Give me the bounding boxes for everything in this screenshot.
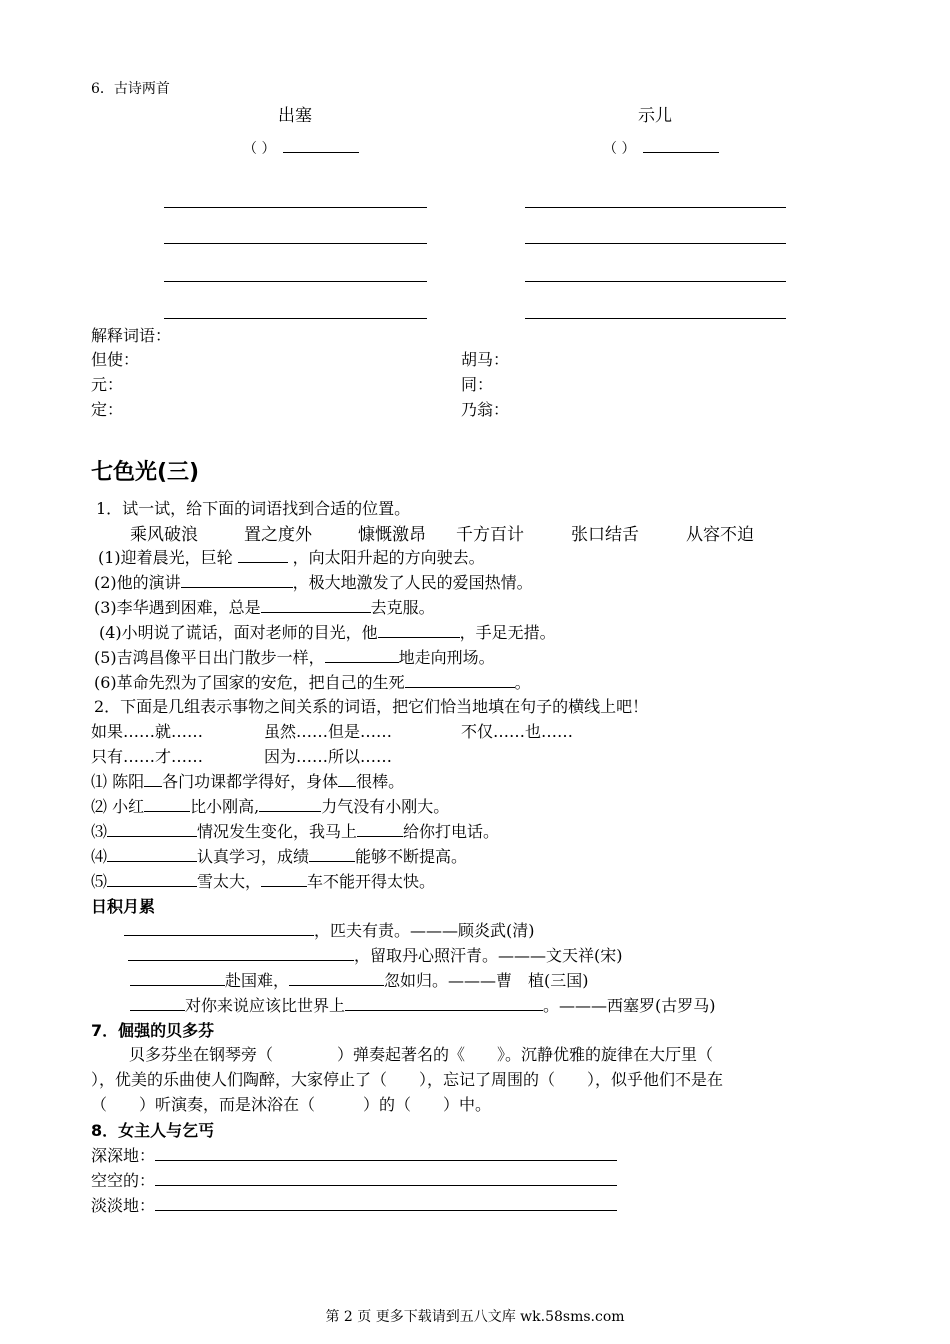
riji-blank[interactable] (289, 970, 384, 986)
riji-heading: 日积月累 (91, 897, 156, 916)
q1-word: 千方百计 (456, 525, 524, 545)
q8-item: 淡淡地： (91, 1193, 617, 1216)
riji-blank[interactable] (345, 995, 543, 1011)
riji-line-4: 对你来说应该比世界上 。———西塞罗(古罗马) (130, 993, 716, 1016)
poem2-line[interactable] (525, 243, 786, 244)
poem1-line[interactable] (164, 207, 427, 208)
q1-sentence-5: (5)吉鸿昌像平日出门散步一样， 地走向刑场。 (94, 648, 495, 667)
explain-item: 元： (91, 375, 124, 394)
poem2-line[interactable] (525, 207, 786, 208)
poem2-title: 示儿 (638, 106, 672, 126)
explain-item: 同： (461, 375, 494, 394)
poem2-title-blank[interactable] (643, 139, 719, 153)
q2-blank[interactable] (107, 871, 197, 887)
q2-blank[interactable] (338, 771, 356, 787)
q2-blank[interactable] (144, 796, 190, 812)
poem2-line[interactable] (525, 318, 786, 319)
q1-word: 置之度外 (244, 525, 312, 545)
q2-word: 虽然……但是…… (264, 722, 393, 741)
riji-line-3: 赴国难， 忽如归。———曹 植(三国) (130, 968, 589, 991)
q8-item: 深深地： (91, 1143, 617, 1166)
riji-line-1: ，匹夫有责。———顾炎武(清) (124, 918, 535, 941)
q2-prompt: 2．下面是几组表示事物之间关系的词语，把它们恰当地填在句子的横线上吧！ (94, 697, 649, 716)
q2-word: 不仅……也…… (461, 722, 574, 741)
q2-blank[interactable] (309, 846, 355, 862)
poem1-author-slot: （ ） (243, 138, 359, 158)
poem2-author-slot: （ ） (603, 138, 719, 158)
q1-blank-2[interactable] (181, 572, 293, 588)
q2-blank[interactable] (107, 846, 197, 862)
q1-word: 从容不迫 (686, 525, 754, 545)
q1-blank-6[interactable] (405, 672, 515, 688)
riji-blank[interactable] (124, 920, 314, 936)
q2-sentence-2: ⑵ 小红 比小刚高, 力气没有小刚大。 (91, 797, 450, 816)
explain-item: 乃翁： (461, 400, 510, 419)
q8-blank[interactable] (155, 1145, 617, 1161)
q2-blank[interactable] (357, 821, 403, 837)
poem2-line[interactable] (525, 281, 786, 282)
explain-label: 解释词语： (91, 326, 172, 345)
poem-section-heading: 6．古诗两首 (91, 81, 170, 97)
q1-blank-4[interactable] (378, 622, 460, 638)
poem1-title: 出塞 (278, 106, 312, 126)
q2-sentence-4: ⑷ 认真学习，成绩 能够不断提高。 (91, 847, 468, 866)
q2-sentence-1: ⑴ 陈阳 各门功课都学得好，身体 很棒。 (91, 772, 405, 791)
q1-word: 乘风破浪 (130, 525, 198, 545)
q1-sentence-6: (6)革命先烈为了国家的安危，把自己的生死 。 (94, 673, 531, 692)
poem1-title-blank[interactable] (283, 139, 359, 153)
q2-sentence-5: ⑸ 雪太大， 车不能开得太快。 (91, 872, 436, 891)
q2-blank[interactable] (259, 796, 321, 812)
q8-heading: 8．女主人与乞丐 (91, 1121, 215, 1140)
q2-blank[interactable] (261, 871, 307, 887)
explain-item: 胡马： (461, 350, 510, 369)
q1-blank-3[interactable] (261, 597, 371, 613)
q1-prompt: 1．试一试，给下面的词语找到合适的位置。 (96, 499, 411, 518)
q1-blank-5[interactable] (325, 647, 399, 663)
riji-blank[interactable] (130, 970, 225, 986)
q2-word: 只有……才…… (91, 747, 204, 766)
explain-item: 定： (91, 400, 124, 419)
section-title: 七色光(三) (91, 460, 200, 485)
q2-word: 因为……所以…… (264, 747, 393, 766)
q1-sentence-1: (1)迎着晨光，巨轮 ，向太阳升起的方向驶去。 (98, 548, 485, 567)
q7-line: ），优美的乐曲使人们陶醉，大家停止了（ ），忘记了周围的（ ），似乎他们不是在 (91, 1070, 724, 1089)
poem1-line[interactable] (164, 318, 427, 319)
q1-word: 慷慨激昂 (358, 525, 426, 545)
q1-sentence-3: (3)李华遇到困难，总是 去克服。 (94, 598, 435, 617)
q8-blank[interactable] (155, 1170, 617, 1186)
page-footer: 第 2 页 更多下载请到五八文库 wk.58sms.com (325, 1309, 625, 1325)
q7-heading: 7．倔强的贝多芬 (91, 1021, 215, 1040)
q7-line: （ ）听演奏，而是沐浴在（ ）的（ ）中。 (91, 1095, 492, 1114)
q2-sentence-3: ⑶ 情况发生变化，我马上 给你打电话。 (91, 822, 500, 841)
riji-blank[interactable] (128, 945, 354, 961)
q1-sentence-2: (2)他的演讲 ，极大地激发了人民的爱国热情。 (94, 573, 533, 592)
q8-blank[interactable] (155, 1195, 617, 1211)
q1-blank-1[interactable] (238, 547, 288, 563)
q8-item: 空空的： (91, 1168, 617, 1191)
poem1-line[interactable] (164, 243, 427, 244)
q2-word: 如果……就…… (91, 722, 204, 741)
riji-blank[interactable] (130, 995, 185, 1011)
poem1-line[interactable] (164, 281, 427, 282)
explain-item: 但使： (91, 350, 140, 369)
riji-line-2: ，留取丹心照汗青。———文天祥(宋) (128, 943, 623, 966)
q2-blank[interactable] (144, 771, 162, 787)
q1-sentence-4: (4)小明说了谎话，面对老师的目光，他 ，手足无措。 (99, 623, 556, 642)
q2-blank[interactable] (107, 821, 197, 837)
q1-word: 张口结舌 (571, 525, 639, 545)
q7-line: 贝多芬坐在钢琴旁（ ）弹奏起著名的《 》。沉静优雅的旋律在大厅里（ (129, 1045, 714, 1064)
